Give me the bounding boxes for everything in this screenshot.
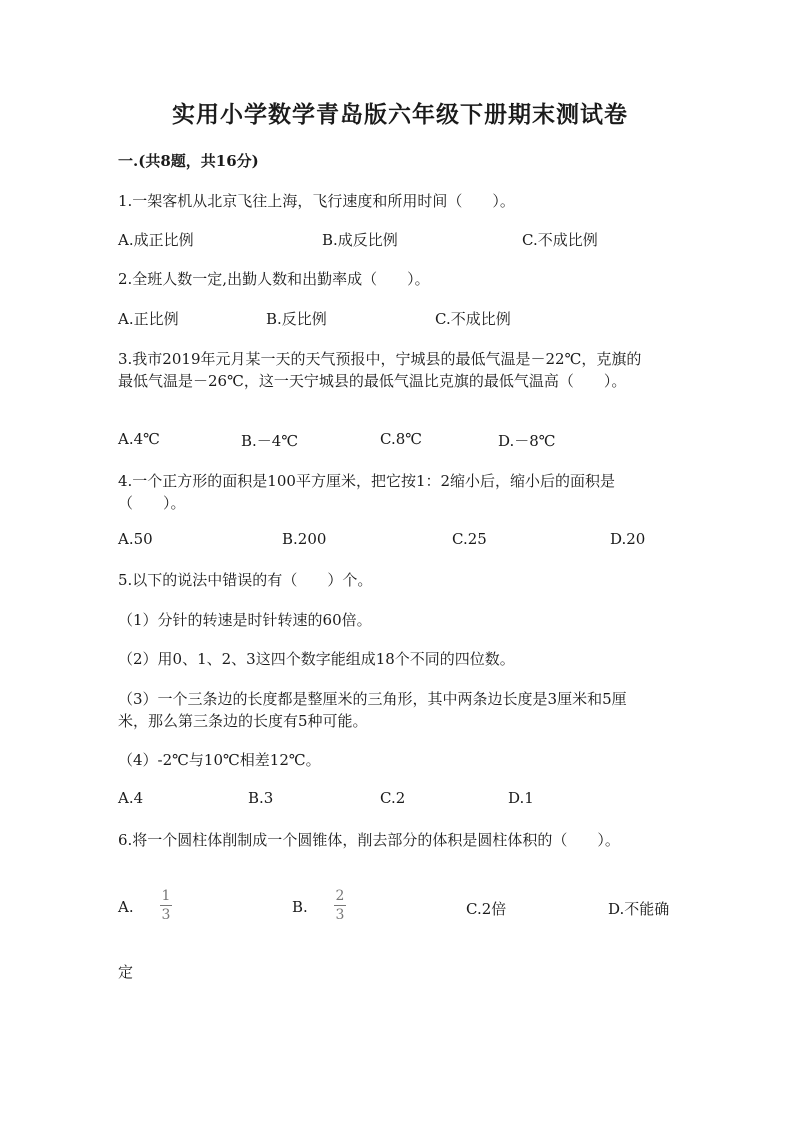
q4-option-c: C.25 (452, 530, 487, 548)
fraction-bar (160, 905, 172, 906)
q5-statement-2: （2）用0、1、2、3这四个数字能组成18个不同的四位数。 (118, 650, 515, 668)
q5-statement-3-line2: 米，那么第三条边的长度有5种可能。 (118, 712, 368, 730)
q5-option-d: D.1 (508, 789, 534, 807)
question-3-stem-line2: 最低气温是－26℃，这一天宁城县的最低气温比克旗的最低气温高（ ）。 (118, 372, 627, 390)
question-6-stem: 6.将一个圆柱体削制成一个圆锥体，削去部分的体积是圆柱体积的（ ）。 (118, 831, 620, 849)
q6-option-d-line1: D.不能确 (608, 900, 670, 918)
page-title: 实用小学数学青岛版六年级下册期末测试卷 (172, 101, 628, 128)
q3-option-d: D.－8℃ (498, 432, 556, 450)
question-4-stem-line2: （ ）。 (118, 494, 186, 512)
q4-option-b: B.200 (282, 530, 327, 548)
q2-option-a: A.正比例 (118, 310, 179, 328)
q2-option-b: B.反比例 (266, 310, 327, 328)
q3-option-a: A.4℃ (118, 430, 160, 448)
q5-option-a: A.4 (118, 789, 144, 807)
q6-option-a-label: A. (118, 898, 134, 916)
q1-option-c: C.不成比例 (522, 231, 598, 249)
q6-option-b-fraction (334, 888, 346, 923)
q6-option-a-fraction (160, 888, 172, 923)
q6-option-d-line2: 定 (118, 963, 134, 981)
question-2-stem: 2.全班人数一定,出勤人数和出勤率成（ ）。 (118, 270, 430, 288)
q5-option-c: C.2 (380, 789, 406, 807)
q3-option-c: C.8℃ (380, 430, 423, 448)
section-heading: 一.(共8题，共16分) (118, 152, 259, 170)
fraction-denominator: 3 (335, 907, 345, 923)
q5-statement-4: （4）-2℃与10℃相差12℃。 (118, 751, 321, 769)
q5-statement-3-line1: （3）一个三条边的长度都是整厘米的三角形，其中两条边长度是3厘米和5厘 (118, 690, 627, 708)
q1-option-a: A.成正比例 (118, 231, 194, 249)
q4-option-d: D.20 (610, 530, 646, 548)
question-1-stem: 1.一架客机从北京飞往上海，飞行速度和所用时间（ ）。 (118, 192, 515, 210)
q5-statement-1: （1）分针的转速是时针转速的60倍。 (118, 611, 372, 629)
fraction-numerator: 1 (161, 888, 171, 904)
fraction-denominator: 3 (161, 907, 171, 923)
q6-option-b-label: B. (292, 898, 308, 916)
q6-option-c: C.2倍 (466, 900, 507, 918)
question-4-stem-line1: 4.一个正方形的面积是100平方厘米，把它按1：2缩小后，缩小后的面积是 (118, 472, 616, 490)
question-5-stem: 5.以下的说法中错误的有（ ）个。 (118, 571, 373, 589)
question-3-stem-line1: 3.我市2019年元月某一天的天气预报中，宁城县的最低气温是－22℃，克旗的 (118, 350, 642, 368)
q5-option-b: B.3 (248, 789, 274, 807)
q2-option-c: C.不成比例 (435, 310, 511, 328)
q4-option-a: A.50 (118, 530, 153, 548)
fraction-numerator: 2 (335, 888, 345, 904)
fraction-bar (334, 905, 346, 906)
q1-option-b: B.成反比例 (322, 231, 398, 249)
q3-option-b: B.－4℃ (241, 432, 299, 450)
